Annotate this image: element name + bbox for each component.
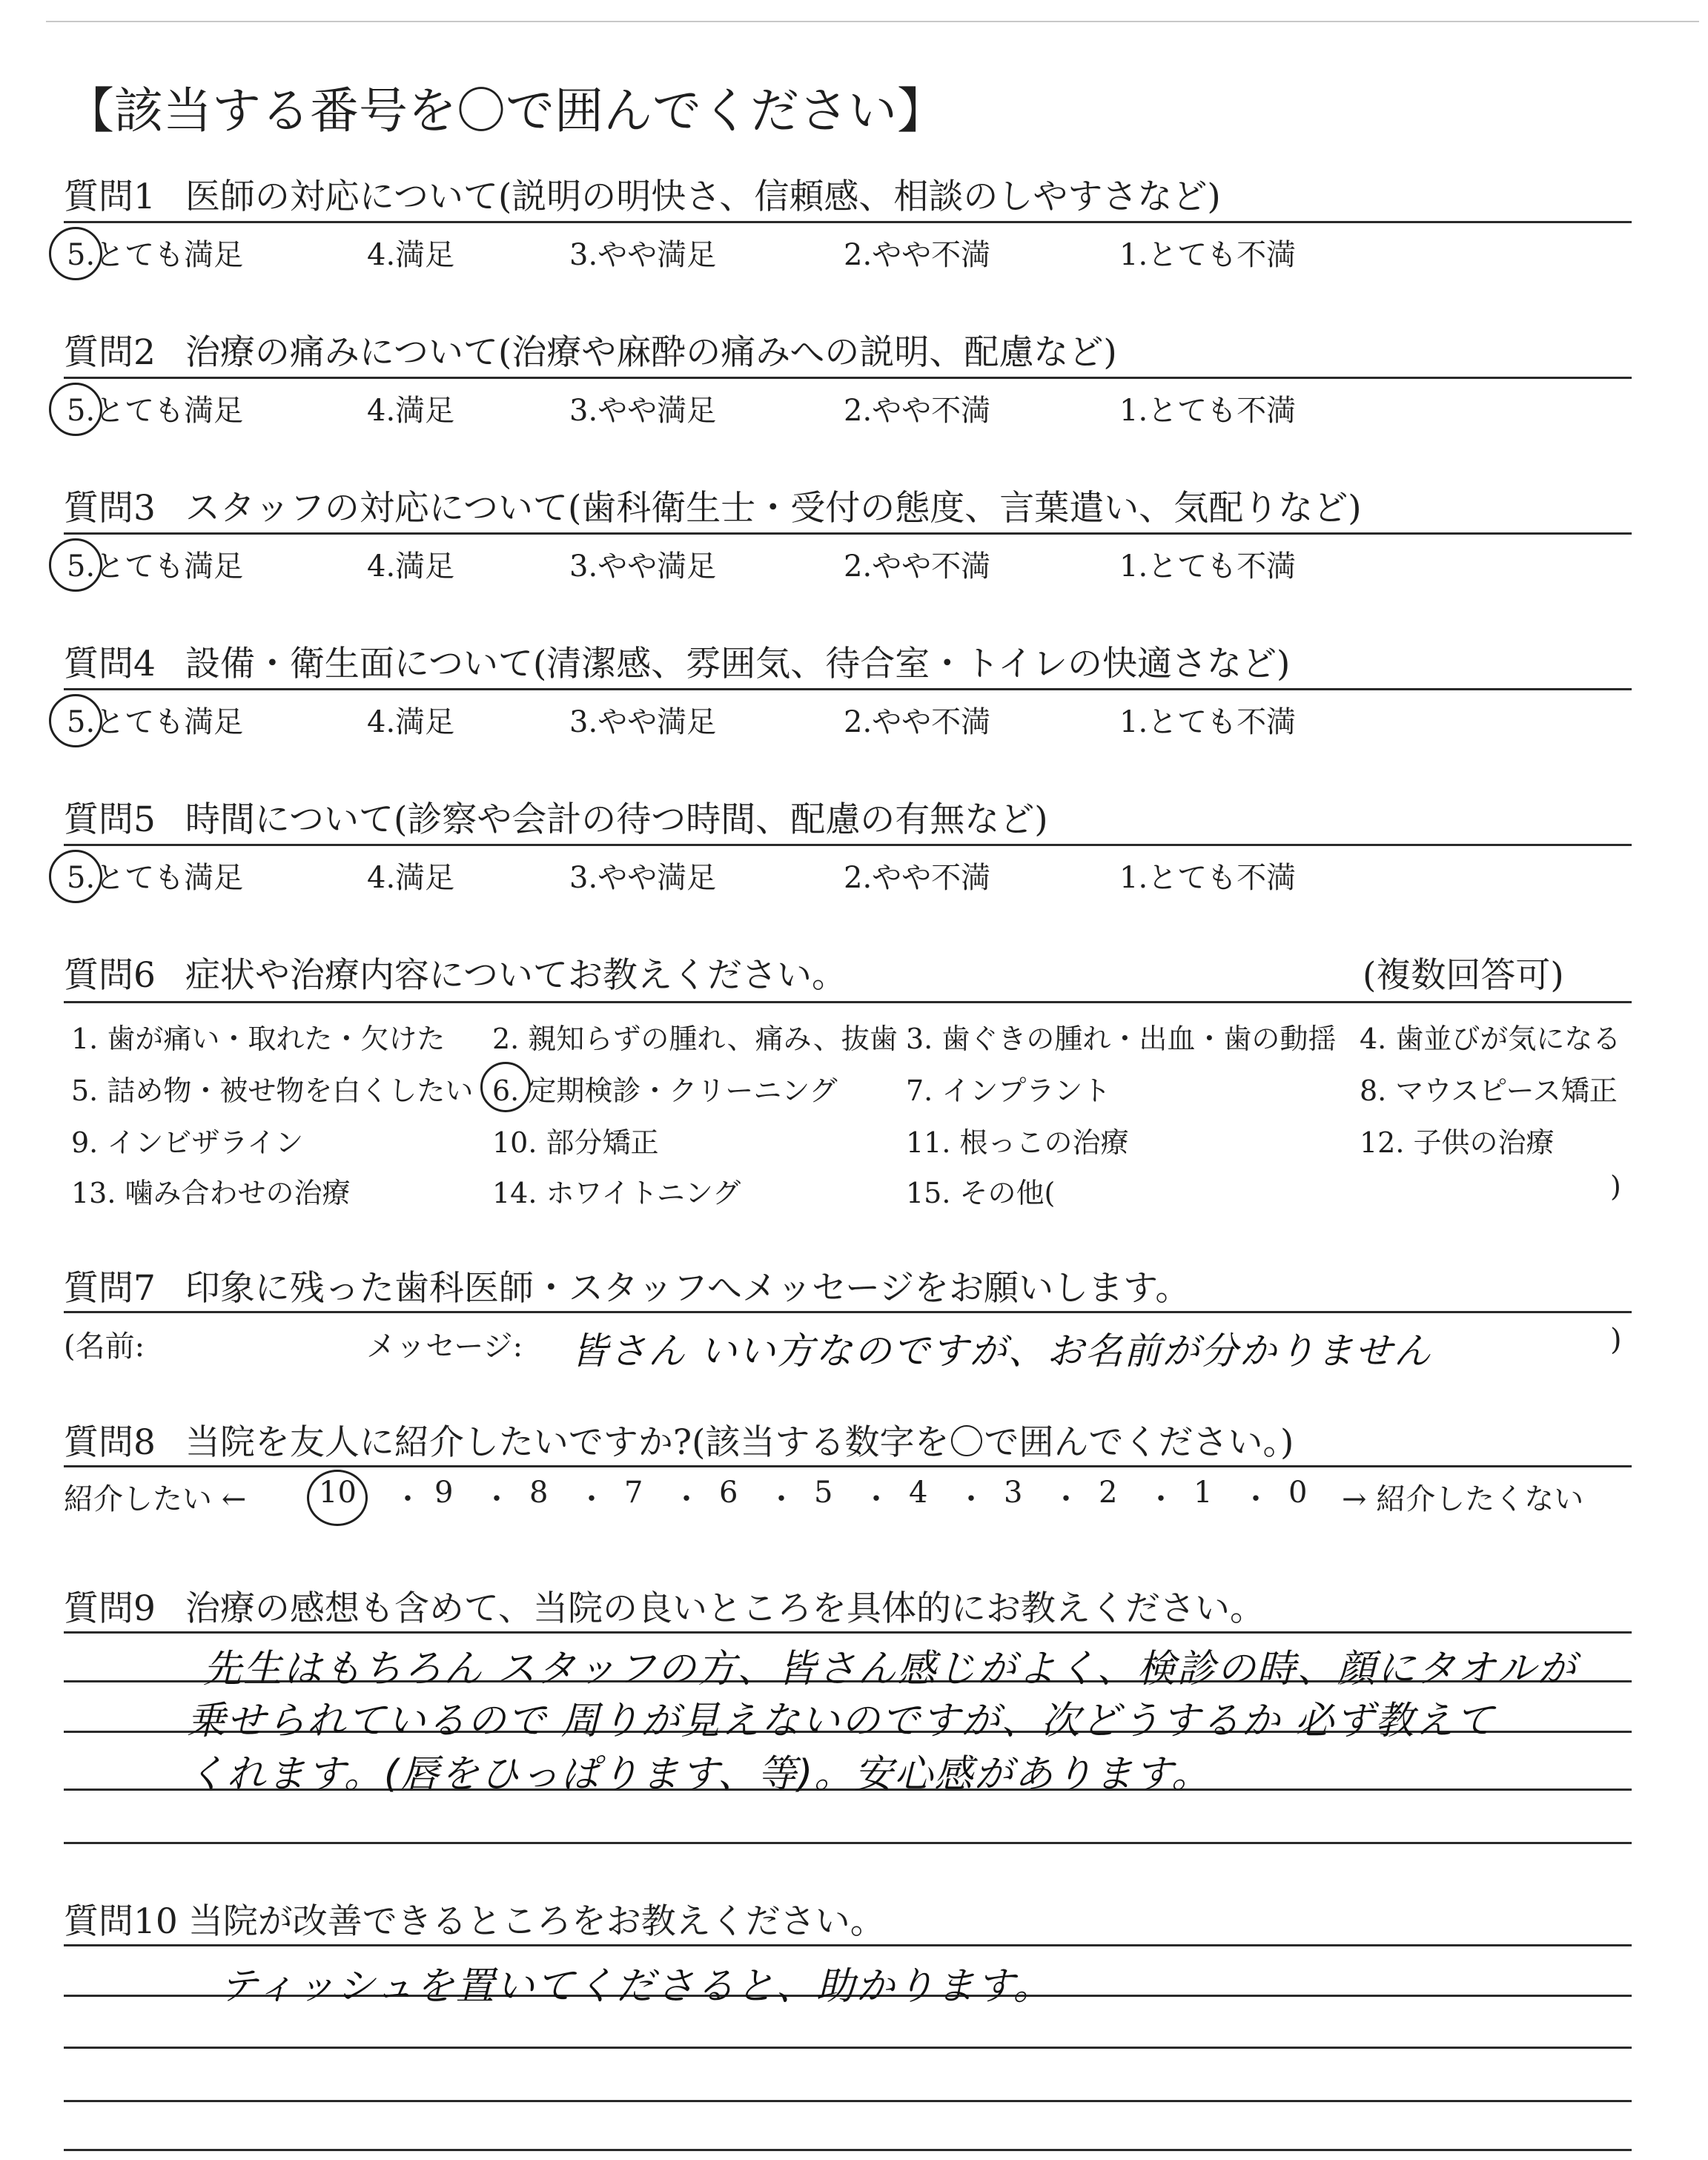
question-number: 質問1	[64, 176, 156, 217]
question-number: 質問5	[64, 799, 156, 840]
question-number: 質問4	[64, 644, 156, 684]
q6-option-12[interactable]: 12. 子供の治療	[1360, 1126, 1555, 1159]
scale-8[interactable]: 8	[529, 1476, 549, 1510]
option-2[interactable]: 2.やや不満	[844, 238, 991, 272]
selection-circle	[49, 538, 102, 592]
scale-6[interactable]: 6	[719, 1476, 738, 1510]
question-number: 質問3	[64, 488, 156, 529]
question-text: スタッフの対応について(歯科衛生士・受付の態度、言葉遣い、気配りなど)	[185, 488, 1362, 529]
question-number: 質問6	[64, 955, 156, 996]
question-text: 治療の感想も含めて、当院の良いところを具体的にお教えください。	[185, 1588, 1265, 1629]
question-text: 当院を友人に紹介したいですか?(該当する数字を〇で囲んでください。)	[185, 1422, 1294, 1463]
scale-dot: ・	[861, 1482, 891, 1516]
q6-option-2[interactable]: 2. 親知らずの腫れ、痛み、抜歯	[492, 1023, 898, 1055]
option-2[interactable]: 2.やや不満	[844, 549, 991, 584]
option-5[interactable]: 5.とても満足	[67, 705, 244, 739]
option-5[interactable]: 5.とても満足	[67, 238, 244, 272]
question-text: 時間について(診察や会計の待つ時間、配慮の有無など)	[185, 799, 1048, 840]
scale-dot: ・	[1146, 1482, 1176, 1516]
q6-option-3[interactable]: 3. 歯ぐきの腫れ・出血・歯の動揺	[906, 1023, 1337, 1055]
option-2[interactable]: 2.やや不満	[844, 861, 991, 895]
option-4[interactable]: 4.満足	[367, 549, 455, 584]
question-text: 当院が改善できるところをお教えください。	[188, 1901, 885, 1942]
question-text: 症状や治療内容についてお教えください。	[185, 955, 847, 996]
divider	[64, 1001, 1632, 1003]
option-2[interactable]: 2.やや不満	[844, 705, 991, 739]
selection-circle	[49, 383, 102, 436]
option-1[interactable]: 1.とても不満	[1119, 861, 1297, 895]
selection-circle	[49, 694, 102, 747]
option-1[interactable]: 1.とても不満	[1119, 394, 1297, 428]
scale-dot: ・	[956, 1482, 986, 1516]
option-2[interactable]: 2.やや不満	[844, 394, 991, 428]
option-3[interactable]: 3.やや満足	[569, 705, 717, 739]
scale-9[interactable]: 9	[434, 1476, 454, 1510]
option-1[interactable]: 1.とても不満	[1119, 549, 1297, 584]
handwritten-message: 皆さん いい方なのですが、お名前が分かりません	[571, 1330, 1432, 1373]
selection-circle	[307, 1470, 368, 1526]
scale-dot: ・	[1241, 1482, 1271, 1516]
handwritten-answer-line: 先生はもちろん スタッフの方、皆さん感じがよく、検診の時、顔にタオルが	[203, 1647, 1578, 1691]
question-3-title	[64, 480, 1362, 530]
message-label: メッセージ:	[366, 1330, 523, 1364]
handwritten-answer-line: ティッシュを置いてくださると、助かります。	[219, 1964, 1053, 2009]
scale-dot: ・	[482, 1482, 512, 1516]
option-4[interactable]: 4.満足	[367, 238, 455, 272]
scale-dot: ・	[672, 1482, 701, 1516]
answer-line	[64, 2100, 1632, 2102]
option-5[interactable]: 5.とても満足	[67, 549, 244, 584]
option-1[interactable]: 1.とても不満	[1119, 705, 1297, 739]
selection-circle	[49, 850, 102, 903]
q6-option-10[interactable]: 10. 部分矯正	[492, 1126, 659, 1159]
question-4-title	[64, 636, 1290, 686]
selection-circle	[480, 1062, 531, 1112]
question-number: 質問8	[64, 1422, 156, 1463]
question-number: 質問2	[64, 332, 156, 373]
scale-dot: ・	[767, 1482, 796, 1516]
question-text: 印象に残った歯科医師・スタッフへメッセージをお願いします。	[185, 1268, 1191, 1309]
divider	[64, 532, 1632, 535]
q6-option-11[interactable]: 11. 根っこの治療	[906, 1126, 1129, 1159]
scale-7[interactable]: 7	[624, 1476, 643, 1510]
option-1[interactable]: 1.とても不満	[1119, 238, 1297, 272]
question-text: 治療の痛みについて(治療や麻酔の痛みへの説明、配慮など)	[185, 332, 1117, 373]
divider	[64, 1944, 1632, 1946]
question-10-title	[64, 1894, 885, 1943]
scale-2[interactable]: 2	[1099, 1476, 1118, 1510]
option-4[interactable]: 4.満足	[367, 861, 455, 895]
scale-left-label: 紹介したい ←	[64, 1482, 247, 1516]
question-number: 質問7	[64, 1268, 156, 1309]
q6-option-14[interactable]: 14. ホワイトニング	[492, 1177, 741, 1209]
page-title: 【該当する番号を〇で囲んでください】	[65, 82, 946, 139]
scale-0[interactable]: 0	[1288, 1476, 1308, 1510]
divider	[64, 377, 1632, 379]
divider	[64, 688, 1632, 690]
question-7-title	[64, 1261, 1190, 1310]
option-5[interactable]: 5.とても満足	[67, 394, 244, 428]
scale-dot: ・	[1051, 1482, 1081, 1516]
divider	[64, 221, 1632, 223]
scale-dot: ・	[577, 1482, 606, 1516]
scan-edge-line	[46, 21, 1699, 22]
q6-option-5[interactable]: 5. 詰め物・被せ物を白くしたい	[71, 1074, 474, 1107]
q6-option-4[interactable]: 4. 歯並びが気になる	[1360, 1023, 1621, 1055]
selection-circle	[49, 227, 102, 280]
multiple-answers-note: (複数回答可)	[1363, 955, 1564, 996]
question-5-title	[64, 792, 1048, 842]
q6-option-15[interactable]: 15. その他(	[906, 1177, 1056, 1209]
option-4[interactable]: 4.満足	[367, 394, 455, 428]
question-1-title	[64, 169, 1221, 219]
scale-right-label: → 紹介したくない	[1342, 1482, 1584, 1516]
answer-line	[64, 1842, 1632, 1844]
option-3[interactable]: 3.やや満足	[569, 549, 717, 584]
handwritten-answer-line: くれます。(唇をひっぱります、等)。安心感があります。	[187, 1752, 1212, 1797]
scale-5[interactable]: 5	[814, 1476, 833, 1510]
name-label: (名前:	[64, 1330, 145, 1364]
scale-4[interactable]: 4	[909, 1476, 928, 1510]
question-number: 質問10	[64, 1901, 178, 1942]
q6-other-close-paren: )	[1610, 1170, 1621, 1203]
question-9-title	[64, 1581, 1265, 1631]
question-2-title	[64, 325, 1117, 374]
q6-option-6[interactable]: 6. 定期検診・クリーニング	[492, 1074, 838, 1107]
divider	[64, 1311, 1632, 1313]
handwritten-answer-line: 乗せられているので 周りが見えないのですが、次どうするか 必ず教えて	[187, 1699, 1496, 1743]
option-3[interactable]: 3.やや満足	[569, 861, 717, 895]
question-8-title	[64, 1415, 1294, 1464]
answer-line	[64, 2149, 1632, 2151]
scale-10[interactable]: 10	[319, 1476, 357, 1510]
option-5[interactable]: 5.とても満足	[67, 861, 244, 895]
scale-dot: ・	[393, 1482, 423, 1516]
option-3[interactable]: 3.やや満足	[569, 394, 717, 428]
q6-option-8[interactable]: 8. マウスピース矯正	[1360, 1074, 1618, 1107]
answer-line	[64, 2047, 1632, 2049]
question-text: 設備・衛生面について(清潔感、雰囲気、待合室・トイレの快適さなど)	[185, 644, 1291, 684]
divider	[64, 1631, 1632, 1634]
scale-3[interactable]: 3	[1004, 1476, 1023, 1510]
q6-option-9[interactable]: 9. インビザライン	[71, 1126, 304, 1159]
divider	[64, 844, 1632, 846]
question-6-title	[64, 948, 847, 997]
option-3[interactable]: 3.やや満足	[569, 238, 717, 272]
q6-option-1[interactable]: 1. 歯が痛い・取れた・欠けた	[71, 1023, 446, 1055]
question-number: 質問9	[64, 1588, 156, 1629]
q6-option-7[interactable]: 7. インプラント	[906, 1074, 1111, 1107]
message-close-paren: )	[1610, 1323, 1622, 1357]
divider	[64, 1465, 1632, 1467]
q6-option-13[interactable]: 13. 噛み合わせの治療	[71, 1177, 351, 1209]
scale-1[interactable]: 1	[1194, 1476, 1213, 1510]
option-4[interactable]: 4.満足	[367, 705, 455, 739]
question-text: 医師の対応について(説明の明快さ、信頼感、相談のしやすさなど)	[185, 176, 1221, 217]
